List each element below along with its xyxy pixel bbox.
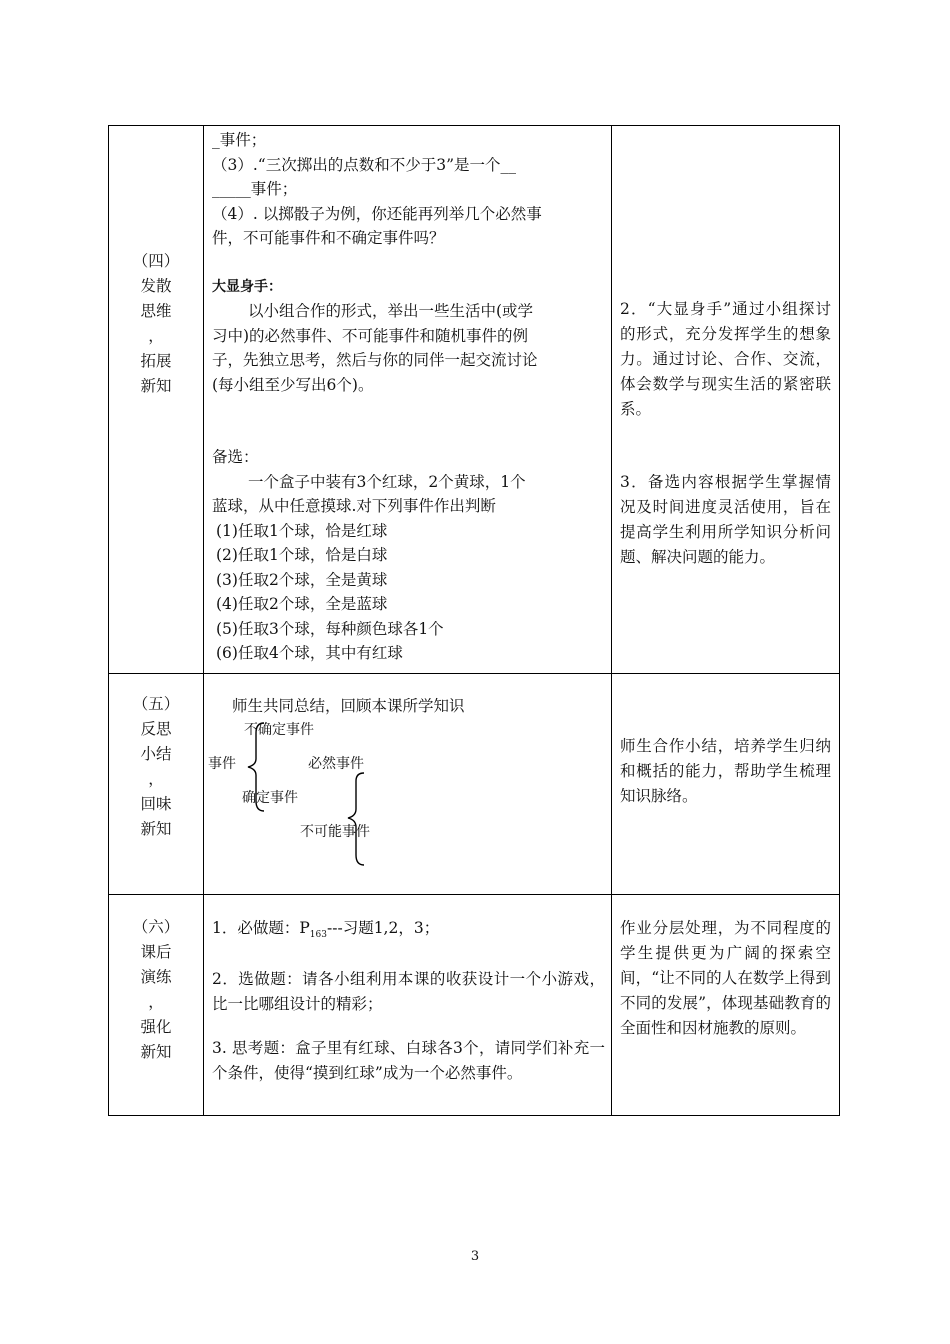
row-stage-4 (109, 126, 840, 674)
stage-line: 发散 (140, 277, 172, 295)
content-cell (204, 894, 612, 1115)
list-item: (4)任取2个球，全是蓝球 (216, 595, 388, 613)
text-line: （4）. 以掷骰子为例，你还能再列举几个必然事 (212, 204, 542, 223)
page-ref: 163 (309, 929, 327, 940)
homework-required-suffix: ---习题1,2，3； (326, 918, 440, 937)
stage-line: ， (148, 992, 164, 1011)
stage-line: （六） (132, 917, 180, 936)
event-classification-diagram (204, 719, 611, 894)
text-line: _事件； (212, 131, 267, 149)
stage-line: 思维 (140, 302, 172, 320)
homework-optional: 2．选做题：请各小组利用本课的收获设计一个小游戏，比一比哪组设计的精彩； (212, 970, 605, 1013)
stage-line: 演练 (140, 967, 172, 986)
node-impossible-event: 不可能事件 (300, 823, 370, 840)
list-item: (3)任取2个球，全是黄球 (216, 570, 388, 589)
stage-line: 新知 (140, 377, 172, 395)
stage-line: （五） (132, 695, 180, 713)
text-line: 习中)的必然事件、不可能事件和随机事件的例 (212, 326, 529, 345)
node-uncertain-event: 不确定事件 (244, 721, 314, 738)
node-certain-event: 确定事件 (242, 789, 298, 806)
note-text: 作业分层处理，为不同程度的学生提供更为广阔的探索空间，“让不同的人在数学上得到不同的发展”，体现基础教育的全面性和因材施教的原则。 (620, 918, 831, 1037)
text-line: 件，不可能事件和不确定事件吗？ (212, 229, 445, 247)
stage-line: ， (148, 770, 164, 788)
stage-line: 新知 (140, 820, 172, 838)
stage-line: 反思 (140, 720, 172, 738)
stage-line: ， (148, 327, 164, 345)
list-item: (2)任取1个球，恰是白球 (216, 546, 388, 564)
text-line: _____事件； (212, 180, 298, 198)
homework-required-prefix: 1．必做题：P (212, 918, 310, 937)
text-line: (每小组至少写出6个)。 (212, 375, 374, 394)
lesson-plan-table (108, 125, 840, 1116)
content-cell (204, 674, 612, 895)
note-text: 2．“大显身手”通过小组探讨的形式，充分发挥学生的想象力。通过讨论、合作、交流，体会数学与现实生活的紧密联系。 (620, 300, 831, 418)
stage-line: 小结 (140, 745, 172, 763)
list-item: (5)任取3个球，每种颜色球各1个 (216, 619, 444, 638)
stage-line: 课后 (140, 942, 172, 961)
row-stage-6 (109, 894, 840, 1115)
stage-cell (109, 674, 204, 895)
text-line: 子，先独立思考，然后与你的同伴一起交流讨论 (212, 351, 538, 369)
summary-intro: 师生共同总结，回顾本课所学知识 (232, 697, 465, 715)
content-cell (204, 126, 612, 674)
optional-label: 备选： (212, 448, 259, 466)
text-line: 蓝球，从中任意摸球.对下列事件作出判断 (212, 497, 496, 515)
stage-line: 强化 (140, 1017, 172, 1036)
text-line: 一个盒子中装有3个红球，2个黄球，1个 (248, 472, 526, 491)
list-item: (1)任取1个球，恰是红球 (216, 521, 388, 540)
note-text: 师生合作小结，培养学生归纳和概括的能力，帮助学生梳理知识脉络。 (620, 737, 831, 805)
stage-cell (109, 126, 204, 674)
notes-cell (612, 674, 840, 895)
homework-required (212, 916, 605, 948)
stage-line: 拓展 (140, 352, 172, 370)
notes-cell (612, 894, 840, 1115)
notes-cell (612, 126, 840, 674)
stage-line: 新知 (140, 1042, 172, 1061)
node-event: 事件 (208, 755, 236, 772)
node-inevitable-event: 必然事件 (308, 755, 364, 772)
stage-line: 回味 (140, 795, 172, 813)
stage-cell (109, 894, 204, 1115)
section-heading: 大显身手： (212, 278, 282, 295)
page-number: 3 (470, 1249, 480, 1264)
text-line: （3）.“三次掷出的点数和不少于3”是一个__ (212, 155, 516, 174)
text-line: 以小组合作的形式，举出一些生活中(或学 (248, 302, 534, 320)
list-item: (6)任取4个球，其中有红球 (216, 644, 403, 662)
note-text: 3．备选内容根据学生掌握情况及时间进度灵活使用，旨在提高学生利用所学知识分析问题、解决问题的能力。 (620, 473, 831, 566)
homework-thinking: 3. 思考题：盒子里有红球、白球各3个，请同学们补充一个条件，使得“摸到红球”成为一个必然事件。 (212, 1039, 605, 1082)
stage-line: （四） (132, 252, 180, 270)
row-stage-5 (109, 674, 840, 895)
